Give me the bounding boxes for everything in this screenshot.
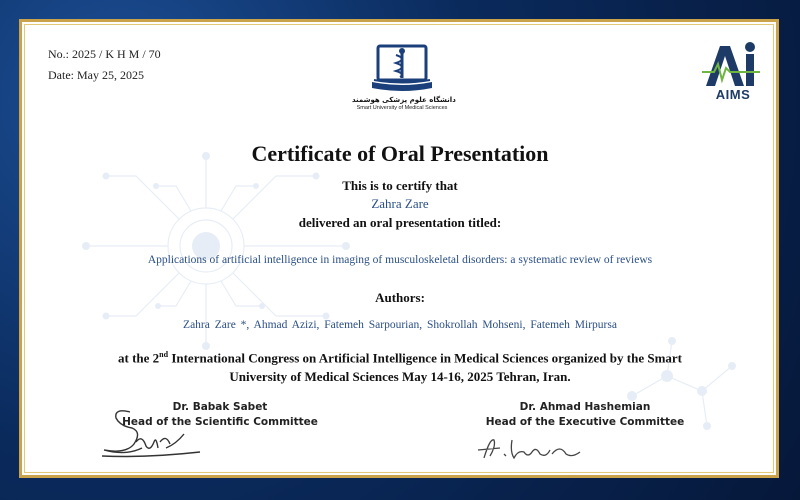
delivered-line: delivered an oral presentation titled: bbox=[298, 215, 502, 230]
certify-line: This is to certify that bbox=[342, 178, 458, 193]
recipient-name: Zahra Zare bbox=[371, 196, 429, 211]
book-caduceus-icon bbox=[370, 42, 434, 94]
signer-name-right: Dr. Ahmad Hashemian bbox=[519, 401, 651, 413]
aims-logo-text: AIMS bbox=[715, 87, 751, 102]
signature-block-scientific bbox=[110, 401, 330, 428]
congress-ordinal: nd bbox=[159, 350, 169, 359]
university-name-fa: دانشگاه علوم پزشکی هوشمند bbox=[352, 96, 456, 104]
authors-heading: Authors: bbox=[375, 290, 425, 305]
signer-name-left: Dr. Babak Sabet bbox=[172, 401, 268, 413]
congress-statement bbox=[90, 345, 710, 386]
signature-right-icon bbox=[470, 432, 585, 466]
university-name-en: Smart University of Medical Sciences bbox=[356, 105, 448, 111]
signature-block-executive bbox=[470, 401, 700, 428]
reference-date: Date: May 25, 2025 bbox=[48, 68, 144, 82]
reference-number: No.: 2025 / K H M / 70 bbox=[48, 47, 161, 61]
authors-list: Zahra Zare *, Ahmad Azizi, Fatemeh Sarpourian, Shokrollah Mohseni, Fatemeh Mirpursa bbox=[183, 319, 617, 331]
certificate-title: Certificate of Oral Presentation bbox=[251, 141, 549, 166]
university-logo bbox=[352, 42, 456, 124]
presentation-title: Applications of artificial intelligence in imaging of musculoskeletal disorders: a systematic review of reviews bbox=[147, 254, 653, 266]
signer-role-left: Head of the Scientific Committee bbox=[122, 416, 318, 428]
signer-role-right: Head of the Executive Committee bbox=[485, 416, 685, 428]
congress-details: International Congress on Artificial Intelligence in Medical Sciences organized by the Smart University of Medical Sciences May 14-16, 2025 Tehran, Iran. bbox=[168, 350, 683, 385]
congress-prefix: at the 2 bbox=[117, 350, 160, 366]
